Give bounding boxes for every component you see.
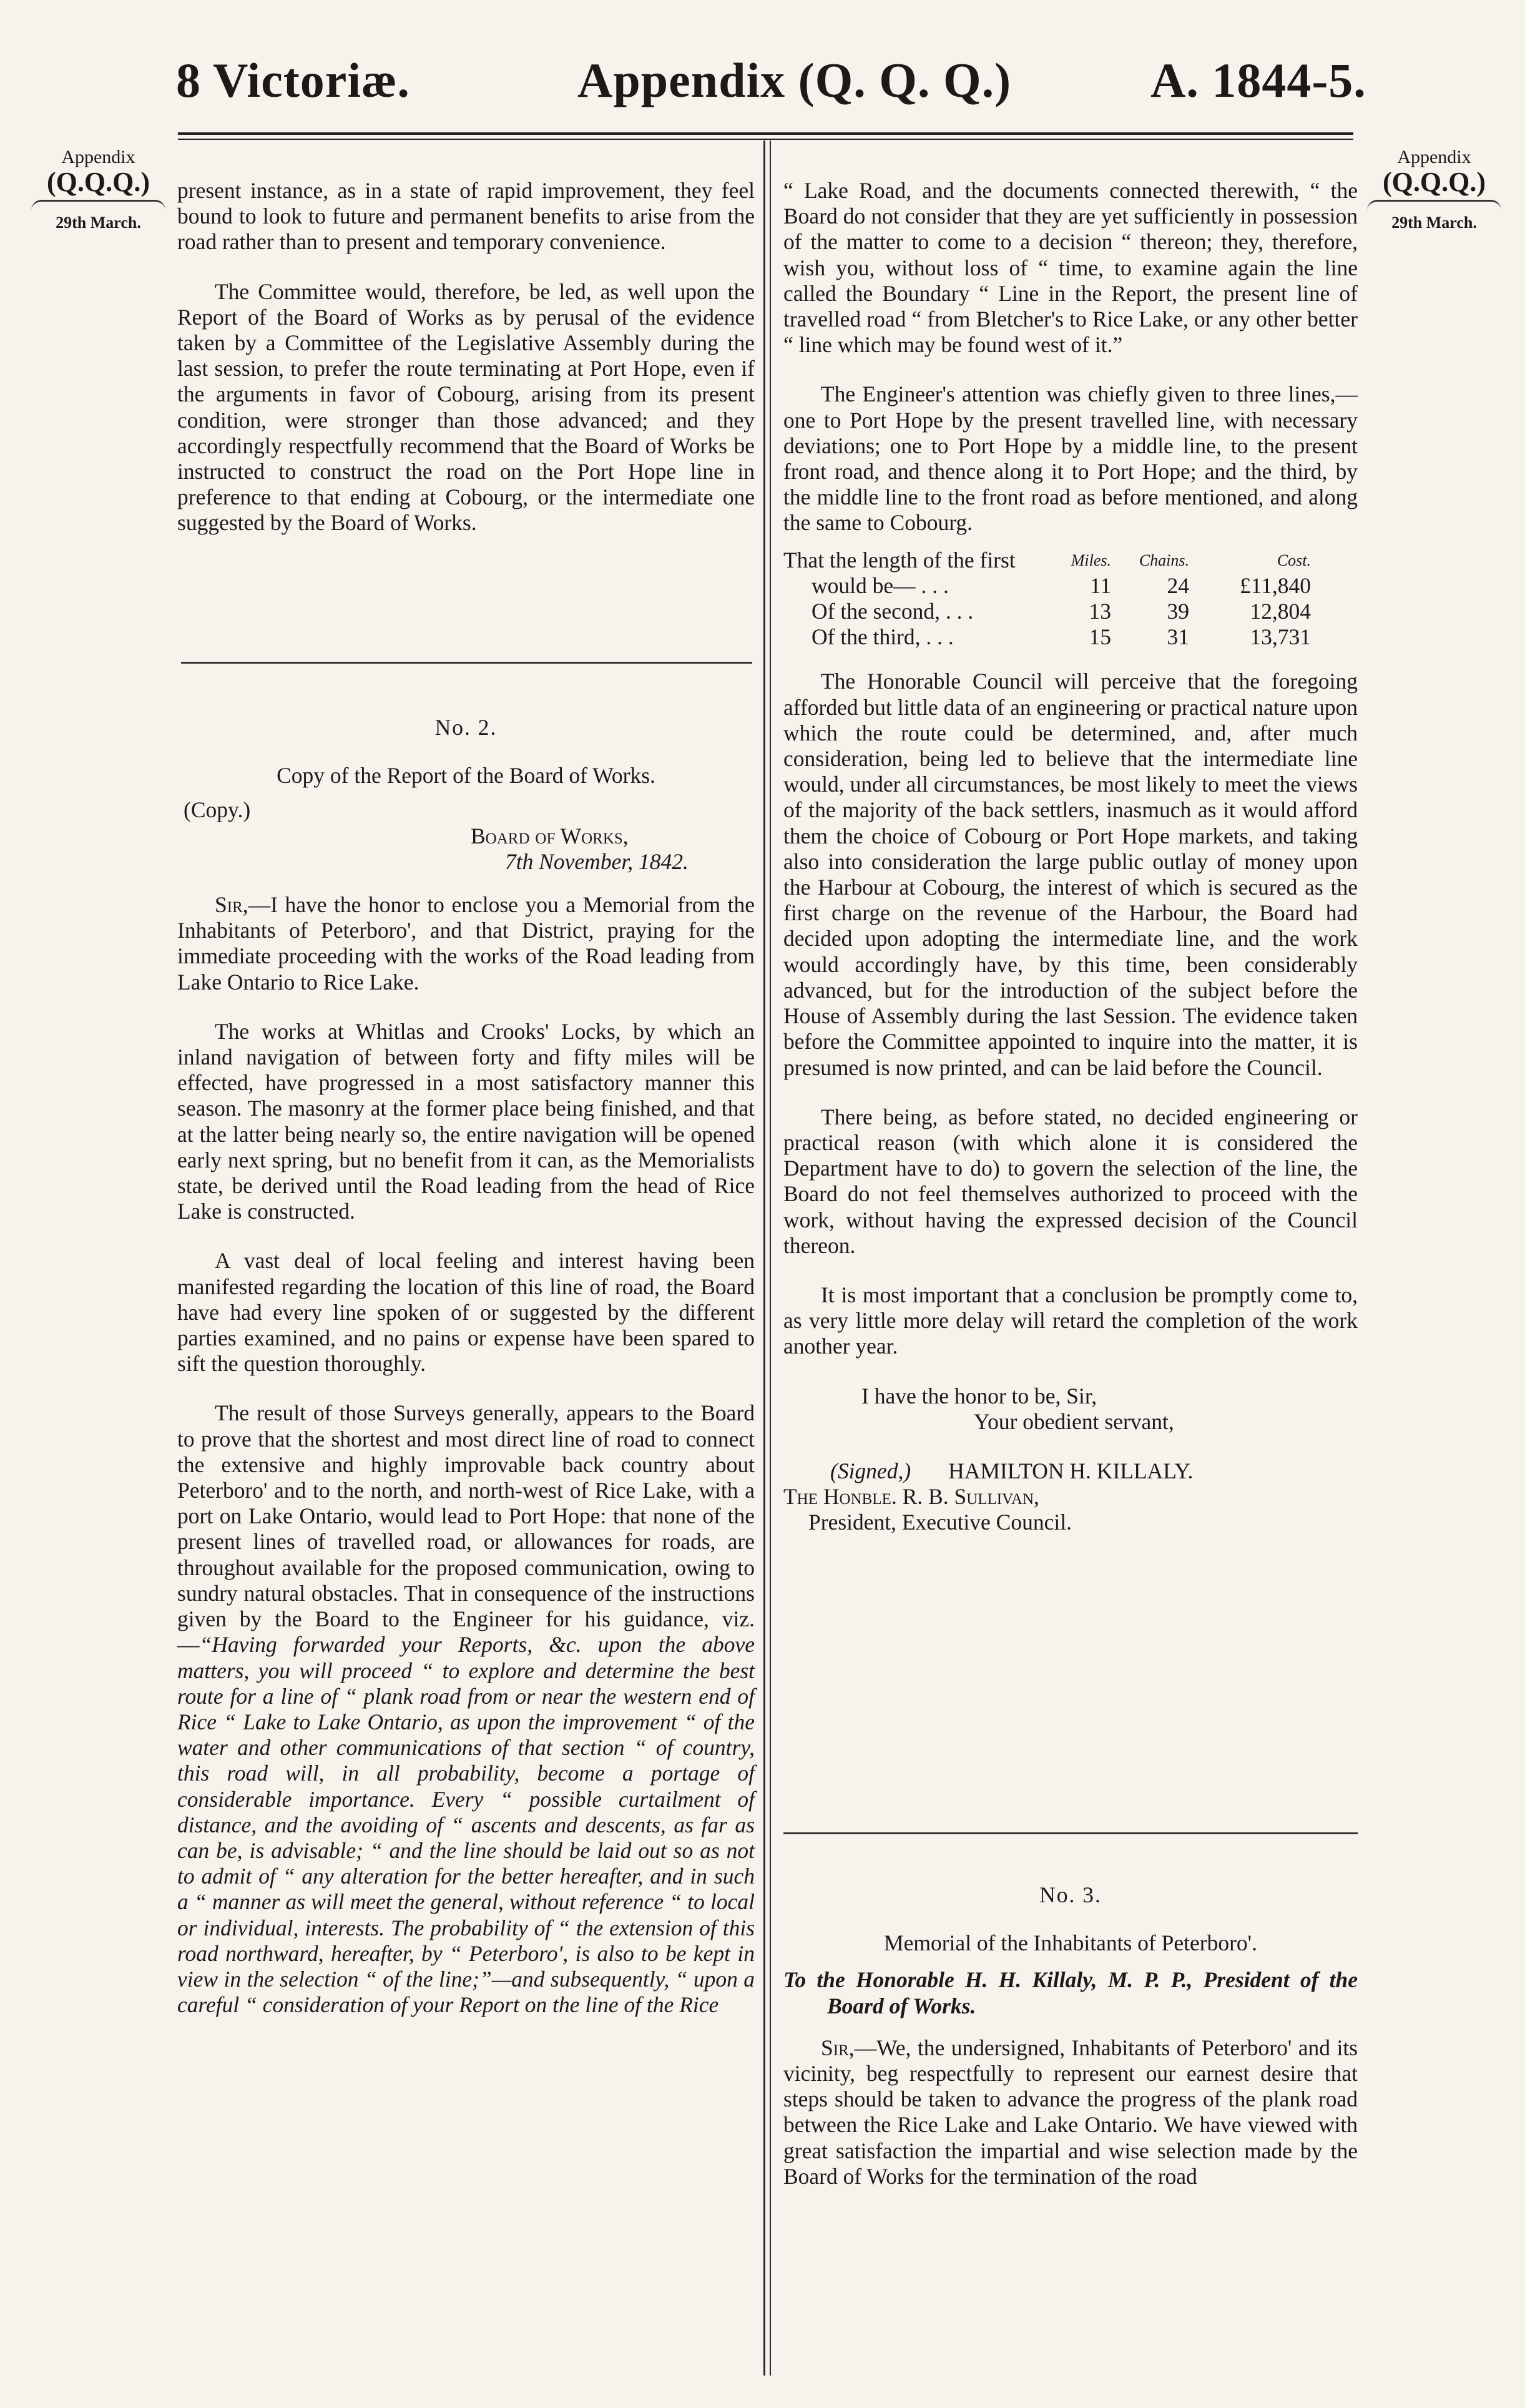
table-row (783, 573, 1311, 599)
right-column (783, 178, 1358, 1536)
section-number: No. 2. (434, 715, 498, 740)
row-label: Of the third, . . . (812, 624, 954, 650)
committee-paragraph: The Committee would, therefore, be led, as well upon the Report of the Board of Works as by perusal of the evidence taken by a Committee of the Legislative Assembly during the last session, to prefer the route terminating at Port Hope, even if the arguments in favor of Cobourg, arising from its present condition, were stronger than those advanced; and they accordingly respectfully recommend that the Board of Works be instructed to construct the road on the Port Hope line in preference to that ending at Cobourg, or the intermediate one suggested by the Board of Works. (177, 278, 755, 536)
row-cost: 13,731 (1250, 624, 1311, 650)
left-column (177, 178, 755, 536)
closing-line-1: I have the honor to be, Sir, (861, 1383, 1097, 1408)
running-head-left: 8 Victoriæ. (176, 53, 410, 107)
closing-line-2: Your obedient servant, (974, 1408, 1174, 1434)
margin-label: Appendix (61, 147, 135, 167)
column-divider (763, 140, 765, 2376)
header-rule (178, 132, 1353, 135)
addressee-title: President, Executive Council. (808, 1510, 1072, 1535)
signature-line (783, 1458, 1358, 1484)
row-label: Of the second, . . . (812, 599, 974, 624)
col-cost: Cost. (1277, 551, 1311, 569)
salutation: Sir, (821, 2035, 855, 2060)
row-miles: 11 (1089, 573, 1111, 598)
letter-paragraph-4 (177, 1400, 755, 2018)
memorial-title: Memorial of the Inhabitants of Peterboro'. (884, 1930, 1257, 1956)
paragraph-text: The result of those Surveys generally, appears to the Board to prove that the shortest and most direct line of road to connect the extensive and highly improvable back country about Peterboro' and to the north, and north-west of Rice Lake, with a port on Lake Ontario, would lead to Port Hope: that none of the present lines of travelled road, or allowances for roads, are throughout available for the proposed communication, owing to sundry natural obstacles. That in consequence of the instructions given by the Board to the Engineer for his guidance, viz.— (177, 1400, 755, 1658)
section-rule (181, 662, 752, 664)
letter-paragraph-1 (177, 892, 755, 995)
signer-name: HAMILTON H. KILLALY. (948, 1458, 1194, 1483)
addressee: The Honble. R. B. Sullivan, (783, 1484, 1039, 1510)
quote-continuation: “ Lake Road, and the documents connected therewith, “ the Board do not consider that they are yet sufficiently in possession of the matter to come to a decision “ thereon; they, therefore, wish you, without loss of “ time, to examine again the line called the Boundary “ Line in the Report, the present line of travelled road “ from Bletcher's to Rice Lake, or any other better “ line which may be found west of it.” (783, 178, 1358, 358)
row-miles: 15 (1089, 624, 1111, 650)
row-cost: 12,804 (1250, 599, 1311, 624)
row-chains: 24 (1167, 573, 1189, 598)
letter-paragraph-2: The works at Whitlas and Crooks' Locks, by which an inland navigation of between forty and fifty miles will be effected, have progressed in a most satisfactory manner this season. The masonry at the former place being finished, and that at the latter being nearly so, the entire navigation will be opened early next spring, but no benefit from it can, as the Memorialists state, be derived until the Road leading from the head of Rice Lake is constructed. (177, 1018, 755, 1224)
report-title: Copy of the Report of the Board of Works. (277, 763, 655, 789)
quoted-instructions: “Having forwarded your Reports, &c. upon the above matters, you will proceed “ to explore and determine the best route for a line of “ plank road from or near the western end of Rice “ Lake to Lake Ontario, as upon the improvement “ of the water and other communications of that section “ of country, this road will, in all probability, become a portage of considerable importance. Every “ possible curtailment of distance, and the avoiding of “ ascents and descents, as far as can be, is advisable; “ and the line should be laid out so as not to admit of “ any alteration for the better hereafter, and in such a “ manner as will meet the general, without reference “ to local or individual, interests. The probability of “ the extension of this road northward, hereafter, by “ Peterboro', is also to be kept in view in the selection “ of the line;”—and subsequently, “ upon a careful “ consideration of your Report on the line of the Rice (177, 1632, 755, 2018)
letter-date: 7th November, 1842. (505, 848, 689, 874)
margin-brace (31, 200, 165, 210)
engineer-paragraph: The Engineer's attention was chiefly given to three lines,—one to Port Hope by the present travelled line, with necessary deviations; one to Port Hope by a middle line, to the present front road, and thence along it to Port Hope; and the third, by the middle line to the front road as before mentioned, and along the same to Cobourg. (783, 381, 1358, 536)
signed-label: (Signed,) (830, 1458, 911, 1483)
running-head-right: A. 1844-5. (1150, 53, 1366, 107)
paragraph-text: —We, the undersigned, Inhabitants of Peterboro' and its vicinity, beg respectfully to represent our earnest desire that steps should be taken to advance the progress of the plank road between the Rice Lake and Lake Ontario. We have viewed with great satisfaction the impartial and wise selection made by the Board of Works for the termination of the road (783, 2035, 1358, 2189)
col-miles: Miles. (1071, 551, 1111, 569)
margin-date: 29th March. (1391, 214, 1477, 232)
paragraph-text: —I have the honor to enclose you a Memorial from the Inhabitants of Peterboro', and that District, praying for the immediate proceeding with the works of the Road leading from Lake Ontario to Rice Lake. (177, 892, 755, 995)
margin-code: (Q.Q.Q.) (1383, 167, 1486, 197)
row-miles: 13 (1089, 599, 1111, 624)
margin-code: (Q.Q.Q.) (47, 167, 150, 197)
margin-label: Appendix (1397, 147, 1471, 167)
running-head-title: Appendix (Q. Q. Q.) (577, 53, 1012, 107)
letter-paragraph-3: A vast deal of local feeling and interest having been manifested regarding the location of this line of road, the Board have had every line spoken of or suggested by the different parties examined, and no pains or expense have been spared to sift the question thoroughly. (177, 1248, 755, 1377)
route-length-table (783, 548, 1311, 651)
section-rule (783, 1832, 1358, 1834)
memorial-address: To the Honorable H. H. Killaly, M. P. P., President of the Board of Works. (783, 1967, 1358, 2018)
section-number: No. 3. (1039, 1882, 1102, 1907)
report-no2 (177, 715, 755, 2018)
memorial-paragraph (783, 2035, 1358, 2189)
header-rule-thin (178, 139, 1353, 140)
margin-date: 29th March. (56, 214, 141, 232)
table-row (783, 599, 1311, 624)
row-label: would be— . . . (812, 573, 949, 598)
table-row (783, 624, 1311, 650)
margin-note-right (1361, 147, 1508, 232)
col-chains: Chains. (1139, 551, 1189, 569)
margin-brace (1367, 200, 1501, 210)
intro-paragraph: present instance, as in a state of rapid improvement, they feel bound to look to future and permanent benefits to arise from the road rather than to present and temporary convenience. (177, 178, 755, 255)
copy-label: (Copy.) (184, 797, 251, 823)
salutation: Sir, (215, 892, 248, 918)
row-chains: 39 (1167, 599, 1189, 624)
table-intro: That the length of the first (783, 547, 1016, 573)
letterhead: Board of Works, (471, 823, 629, 848)
column-divider-thin (770, 140, 771, 2376)
margin-note-left (25, 147, 172, 232)
row-chains: 31 (1167, 624, 1189, 650)
row-cost: £11,840 (1239, 573, 1311, 598)
memorial-no3 (783, 1882, 1358, 2189)
council-paragraph: The Honorable Council will perceive that the foregoing afforded but little data of an engineering or practical nature upon which the route could be determined, and, after much consideration, being led to believe that the intermediate line would, under all circumstances, be most likely to meet the views of the majority of the back settlers, inasmuch as it would afford them the choice of Cobourg or Port Hope markets, and taking also into consideration the large public outlay of money upon the Harbour at Cobourg, the interest of which is secured as the first charge on the revenue of the Harbour, the Board had decided upon adopting the intermediate line, and the work would accordingly have, by this time, been considerably advanced, but for the introduction of the subject before the House of Assembly during the last Session. The evidence taken before the Committee appointed to inquire into the matter, it is presumed is now printed, and can be laid before the Council. (783, 669, 1358, 1080)
there-being-paragraph: There being, as before stated, no decided engineering or practical reason (with which alone it is considered the Department have to do) to govern the selection of the line, the Board do not feel themselves authorized to proceed with the work, without having the expressed decision of the Council thereon. (783, 1104, 1358, 1258)
important-paragraph: It is most important that a conclusion be promptly come to, as very little more delay will retard the completion of the work another year. (783, 1282, 1358, 1359)
